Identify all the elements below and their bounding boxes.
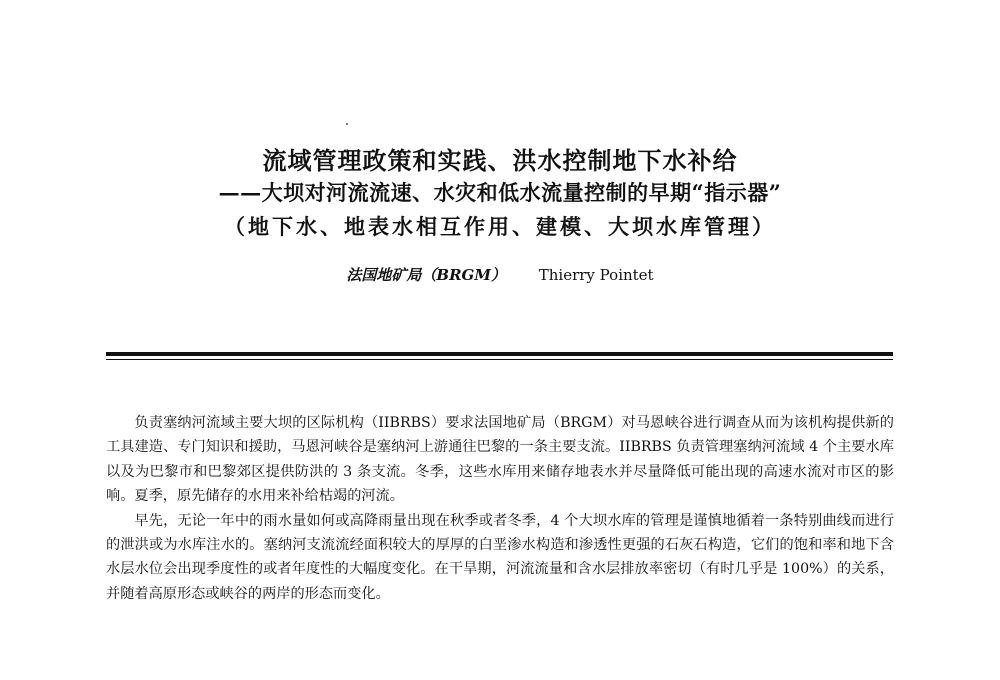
author-organization: 法国地矿局（BRGM） xyxy=(346,266,506,284)
author-line xyxy=(0,264,1000,286)
document-subtitle: ——大坝对河流流速、水灾和低水流量控制的早期“指示器” xyxy=(218,180,782,205)
paragraph: 负责塞纳河流域主要大坝的区际机构（IIBRBS）要求法国地矿局（BRGM）对马恩峡谷进行调查从而为该机构提供新的工具建造、专门知识和援助，马恩河峡谷是塞纳河上游通往巴黎的一条主要支流。IIBRBS 负责管理塞纳河流域 4 个主要水库以及为巴黎市和巴黎郊区提供防洪的 3 条支流。冬季，这些水库用来储存地表水并尽量降低可能出现的高速水流对市区的影响。夏季，原先储存的水用来补给枯竭的河流。 xyxy=(106,415,894,505)
stray-mark xyxy=(346,123,348,125)
document-keywords: （地下水、地表水相互作用、建模、大坝水库管理） xyxy=(224,214,776,239)
title-block xyxy=(0,146,1000,242)
body-text xyxy=(106,411,894,606)
paragraph: 早先，无论一年中的雨水量如何或高降雨量出现在秋季或者冬季，4 个大坝水库的管理是谨慎地循着一条特别曲线而进行的泄洪或为水库注水的。塞纳河支流流经面积较大的厚厚的白垩渗水构造和渗透性更强的石灰石构造，它们的饱和率和地下含水层水位会出现季度性的或者年度性的大幅度变化。在干旱期，河流流量和含水层排放率密切（有时几乎是 100%）的关系，并随着高原形态或峡谷的两岸的形态而变化。 xyxy=(106,512,894,602)
header-rule-thick xyxy=(106,352,893,356)
author-name: Thierry Pointet xyxy=(538,266,654,284)
document-title: 流域管理政策和实践、洪水控制地下水补给 xyxy=(262,147,738,175)
header-rule-thin xyxy=(106,359,893,360)
